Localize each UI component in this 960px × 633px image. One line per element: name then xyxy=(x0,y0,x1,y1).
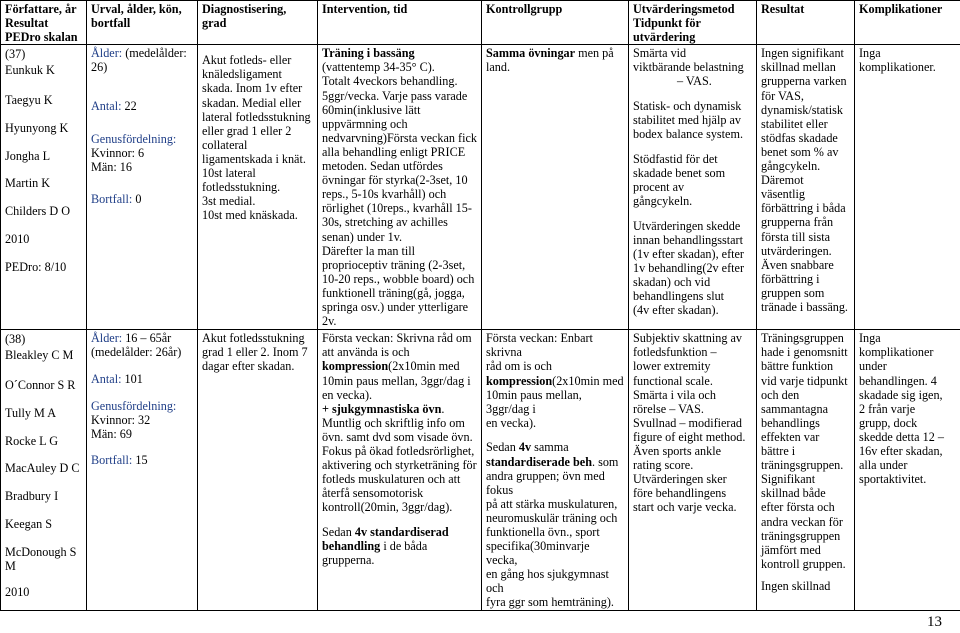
cell-evaluation: Subjektiv skattning av fotledsfunktion – lower extremity functional scale. Smärta i vila och rörelse – VAS. Svullnad – modifierad figure of eight method. Även sports ankle rating score. Utvärderingen sker före behandlingens start och varje vecka. xyxy=(629,330,757,610)
header-complications: Komplikationer xyxy=(855,1,960,45)
header-sample: Urval, ålder, kön, bortfall xyxy=(87,1,198,45)
cell-sample: Ålder: 16 – 65år (medelålder: 26år) Antal: 101 Genusfördelning: Kvinnor: 32 Män: 69 Bortfall: 15 xyxy=(87,330,198,610)
header-result: Resultat xyxy=(757,1,855,45)
cell-intervention: Första veckan: Skrivna råd om att använda is och kompression(2x10min med 10min paus mellan, 3ggr/dag i en vecka). + sjukgymnastiska övn. Muntlig och skriftlig info om övn. samt dvd som visade övn. Fokus på ökad fotledsrörlighet, aktivering och styrketräning för fotleds muskulaturen och att återfå sensomotorisk kontroll(20min, 3ggr/dag). Sedan 4v standardiserad behandling i de båda grupperna. xyxy=(318,330,482,610)
cell-intervention: Träning i bassäng (vattentemp 34-35° C). Totalt 4veckors behandling. 5ggr/vecka. Varje pass varade 60min(inklusive lätt uppvärmning och nedvarvning)Första veckan fick alla behandling enligt PRICE metoden. Sedan utfördes övningar för styrka(2-3set, 10 reps., 5-10s kvarhåll) och rörlighet (10reps., kvarhåll 15- 30s, stretching av achilles senan) under 1v. Därefter la man till proprioceptiv träning (2-3set, 10-20 reps., wobble board) och funktionell träning(gå, jogga, springa osv.) under ytterligare 2v. xyxy=(318,45,482,330)
cell-diagnosis: Akut fotleds- eller knäledsligament skada. Inom 1v efter skadan. Medial eller lateral fotledsstukning eller grad 1 eller 2 collateral ligamentskada i knät. 10st lateral fotledsstukning. 3st medial. 10st med knäskada. xyxy=(198,45,318,330)
cell-control: Samma övningar men på land. xyxy=(482,45,629,330)
cell-diagnosis: Akut fotledsstukning grad 1 eller 2. Inom 7 dagar efter skadan. xyxy=(198,330,318,610)
cell-sample: Ålder: (medelålder: 26) Antal: 22 Genusfördelning: Kvinnor: 6 Män: 16 Bortfall: 0 xyxy=(87,45,198,330)
cell-control: Första veckan: Enbart skrivna råd om is och kompression(2x10min med 10min paus mellan, 3ggr/dag i en vecka). Sedan 4v samma standardiserade beh. som andra gruppen; övn med fokus på att stärka muskulaturen, neuromuskulär träning och funktionella övn., sport specifika(30minvarje vecka, en gång hos sjukgymnast och fyra ggr som hemträning). xyxy=(482,330,629,610)
table-row xyxy=(1,330,960,610)
table-row xyxy=(1,45,960,330)
cell-complications: Inga komplikationer under behandlingen. 4 skadade sig igen, 2 från varje grupp, dock skedde detta 12 – 16v efter skadan, alla under sportaktivitet. xyxy=(855,330,960,610)
header-evaluation: Utvärderingsmetod Tidpunkt för utvärdering xyxy=(629,1,757,45)
header-intervention: Intervention, tid xyxy=(318,1,482,45)
page-number: 13 xyxy=(927,614,942,630)
cell-result: Träningsgruppen hade i genomsnitt bättre funktion vid varje tidpunkt och den sammantagna behandlings effekten var bättre i träningsgruppen. Signifikant skillnad både efter första och andra veckan för träningsgruppen jämfört med kontroll gruppen. Ingen skillnad xyxy=(757,330,855,610)
header-authors: Författare, år Resultat PEDro skalan xyxy=(1,1,87,45)
header-row xyxy=(1,1,960,45)
cell-authors: (37) Eunkuk K Taegyu K Hyunyong K Jongha L Martin K Childers D O 2010 PEDro: 8/10 xyxy=(1,45,87,330)
cell-result: Ingen signifikant skillnad mellan grupperna varken för VAS, dynamisk/statisk stabilitet eller stödfas skadade benet som % av gångcykeln. Däremot väsentlig förbättring i båda grupperna från första till sista utvärderingen. Även snabbare förbättring i gruppen som tränade i bassäng. xyxy=(757,45,855,330)
header-control: Kontrollgrupp xyxy=(482,1,629,45)
cell-evaluation: Smärta vid viktbärande belastning – VAS. Statisk- och dynamisk stabilitet med hjälp av bodex balance system. Stödfastid för det skadade benet som procent av gångcykeln. Utvärderingen skedde innan behandlingsstart (1v efter skadan), efter 1v behandling(2v efter skadan) och vid behandlingens slut (4v efter skadan). xyxy=(629,45,757,330)
cell-complications: Inga komplikationer. xyxy=(855,45,960,330)
cell-authors: (38) Bleakley C M O´Connor S R Tully M A Rocke L G MacAuley D C Bradbury I Keegan S McDonough S M 2010 xyxy=(1,330,87,610)
header-diagnosis: Diagnostisering, grad xyxy=(198,1,318,45)
